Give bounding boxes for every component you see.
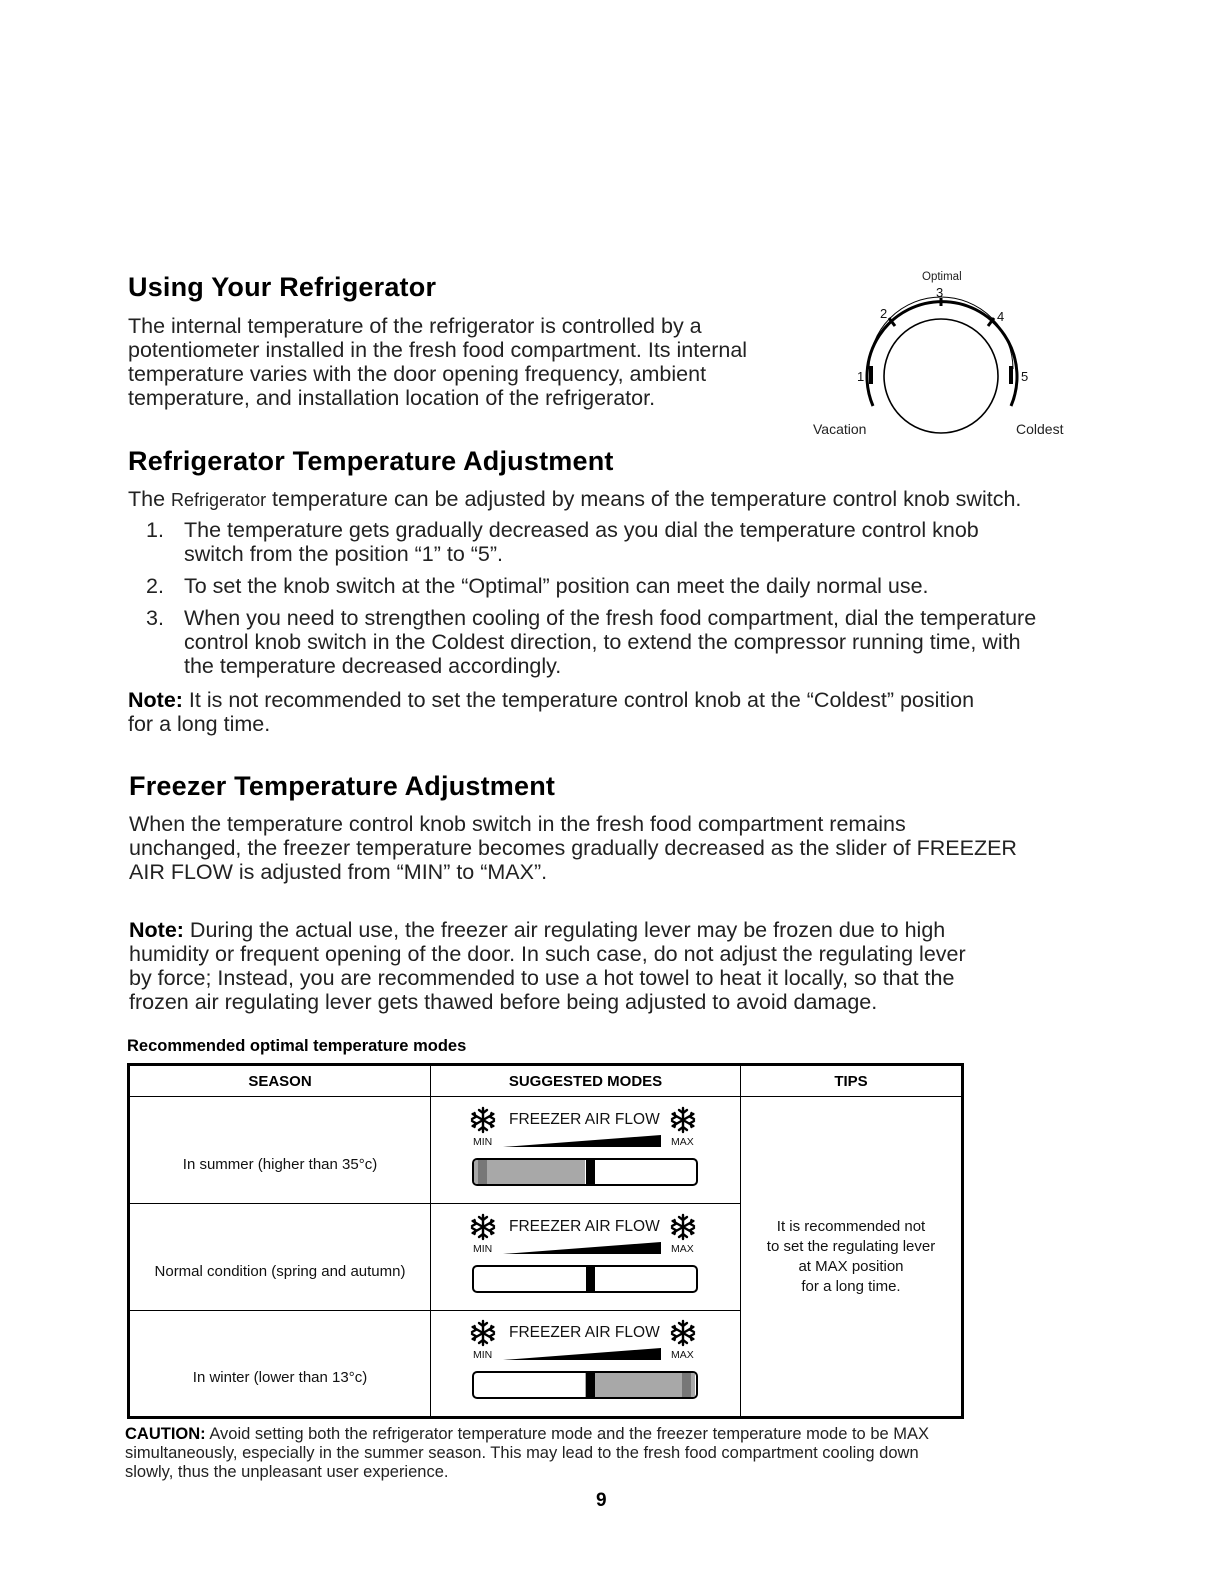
step-line: When you need to strengthen cooling of the fresh food compartment, dial the temperature — [184, 606, 1037, 630]
dial-coldest-label: Coldest — [1016, 421, 1064, 437]
note-text: During the actual use, the freezer air regulating lever may be frozen due to high — [183, 918, 946, 942]
slider-lever — [586, 1266, 595, 1292]
header-tips: TIPS — [741, 1065, 963, 1097]
slider-lever — [586, 1159, 595, 1185]
min-label: MIN — [473, 1242, 493, 1255]
step-line: the temperature decreased accordingly. — [184, 654, 562, 678]
min-label: MIN — [473, 1135, 493, 1148]
step-line: control knob switch in the Coldest direction, to extend the compressor running time, with — [184, 630, 1021, 654]
note-label: Note: — [128, 688, 183, 712]
intro-text-start: The — [128, 487, 172, 511]
freezer-paragraph — [129, 812, 1129, 884]
table-row — [129, 1097, 963, 1204]
caution-paragraph — [125, 1425, 1125, 1482]
dial-position-3: 3 — [936, 285, 944, 300]
step-item — [128, 606, 1128, 678]
refrigerator-note — [128, 688, 1128, 736]
freezer-air-flow-slider — [431, 1205, 740, 1310]
freezer-air-flow-slider — [431, 1311, 740, 1416]
freezer-line: AIR FLOW is adjusted from “MIN” to “MAX”. — [129, 860, 548, 884]
note-text: humidity or frequent opening of the door. In such case, do not adjust the regulating lever — [129, 942, 966, 966]
page-number: 9 — [596, 1490, 607, 1511]
mode-cell — [431, 1204, 741, 1311]
snowflake-icon — [669, 1106, 697, 1134]
tips-cell — [741, 1097, 963, 1418]
max-label: MAX — [671, 1349, 694, 1361]
dial-position-1: 1 — [857, 369, 865, 384]
mode-cell — [431, 1311, 741, 1418]
slider-end-marker — [682, 1373, 691, 1397]
dial-position-5: 5 — [1021, 369, 1029, 384]
caution-text: slowly, thus the unpleasant user experience. — [125, 1463, 449, 1481]
note-text: for a long time. — [128, 712, 271, 736]
step-number: 1. — [146, 518, 164, 542]
freezer-line: When the temperature control knob switch in the fresh food compartment remains — [129, 812, 906, 836]
snowflake-icon — [469, 1319, 497, 1347]
table-title: Recommended optimal temperature modes — [127, 1037, 467, 1055]
slider-end-marker — [478, 1160, 487, 1184]
step-line: The temperature gets gradually decreased as you dial the temperature control knob — [184, 518, 979, 542]
intro-line: The internal temperature of the refrigerator is controlled by a — [128, 314, 702, 338]
note-text: It is not recommended to set the temperature control knob at the “Coldest” position — [182, 688, 975, 712]
tips-line: at MAX position — [798, 1257, 904, 1275]
step-line: switch from the position “1” to “5”. — [184, 542, 504, 566]
tips-line: It is recommended not — [776, 1217, 926, 1235]
min-label: MIN — [473, 1349, 493, 1361]
season-cell: In summer (higher than 35°c) — [129, 1097, 431, 1204]
heading-refrigerator-temperature-adjustment: Refrigerator Temperature Adjustment — [128, 446, 614, 476]
snowflake-icon — [669, 1213, 697, 1241]
intro-line: temperature varies with the door opening frequency, ambient — [128, 362, 707, 386]
snowflake-icon — [469, 1106, 497, 1134]
step-line: To set the knob switch at the “Optimal” position can meet the daily normal use. — [184, 574, 929, 598]
intro-paragraph — [128, 314, 818, 410]
airflow-ramp-graphic — [503, 1347, 661, 1361]
max-label: MAX — [671, 1135, 694, 1148]
table-header-row — [129, 1065, 963, 1097]
heading-using-refrigerator: Using Your Refrigerator — [128, 272, 437, 302]
adjustment-intro — [128, 487, 1128, 512]
caution-label: CAUTION: — [125, 1425, 206, 1443]
slider-lever — [586, 1372, 595, 1398]
freezer-air-flow-label: FREEZER AIR FLOW — [509, 1110, 660, 1128]
note-text: by force; Instead, you are recommended to use a hot towel to heat it locally, so that the — [129, 966, 955, 990]
slider-track — [472, 1158, 698, 1186]
tips-line: to set the regulating lever — [766, 1237, 936, 1255]
caution-text: Avoid setting both the refrigerator temperature mode and the freezer temperature mode to be MAX — [205, 1425, 930, 1443]
max-label: MAX — [671, 1242, 694, 1255]
note-label: Note: — [129, 918, 184, 942]
dial-position-4: 4 — [997, 309, 1005, 324]
temperature-dial-illustration — [805, 266, 1075, 446]
freezer-air-flow-label: FREEZER AIR FLOW — [509, 1324, 660, 1341]
temperature-modes-table — [127, 1063, 964, 1419]
intro-line: temperature, and installation location of the refrigerator. — [128, 386, 656, 410]
intro-line: potentiometer installed in the fresh food compartment. Its internal — [128, 338, 748, 362]
freezer-air-flow-label: FREEZER AIR FLOW — [509, 1217, 660, 1235]
slider-fill-level — [474, 1160, 585, 1184]
airflow-ramp-graphic — [503, 1241, 661, 1255]
step-item — [128, 574, 1128, 598]
heading-freezer-temperature-adjustment: Freezer Temperature Adjustment — [129, 771, 556, 801]
slider-track — [472, 1265, 698, 1293]
intro-text-small: Refrigerator — [171, 490, 267, 510]
dial-position-2: 2 — [880, 306, 888, 321]
freezer-line: unchanged, the freezer temperature becomes gradually decreased as the slider of FREEZER — [129, 836, 1017, 860]
freezer-note — [129, 918, 1129, 1014]
intro-text-end: temperature can be adjusted by means of the temperature control knob switch. — [266, 487, 1022, 511]
step-number: 2. — [146, 574, 164, 598]
step-item — [128, 518, 1128, 566]
header-suggested-modes: SUGGESTED MODES — [431, 1065, 741, 1097]
dial-vacation-label: Vacation — [813, 421, 867, 437]
caution-text: simultaneously, especially in the summer season. This may lead to the fresh food compartment cooling down — [125, 1444, 919, 1462]
header-season: SEASON — [129, 1065, 431, 1097]
snowflake-icon — [669, 1319, 697, 1347]
season-cell: In winter (lower than 13°c) — [129, 1311, 431, 1418]
step-number: 3. — [146, 606, 164, 630]
freezer-air-flow-slider — [431, 1098, 740, 1203]
mode-cell — [431, 1097, 741, 1204]
season-cell: Normal condition (spring and autumn) — [129, 1204, 431, 1311]
airflow-ramp-graphic — [503, 1134, 661, 1148]
adjustment-steps — [128, 518, 1128, 686]
slider-fill-level — [585, 1373, 696, 1397]
dial-optimal-label: Optimal — [922, 271, 962, 283]
slider-track — [472, 1371, 698, 1399]
tips-line: for a long time. — [801, 1277, 901, 1295]
snowflake-icon — [469, 1213, 497, 1241]
note-text: frozen air regulating lever gets thawed before being adjusted to avoid damage. — [129, 990, 878, 1014]
